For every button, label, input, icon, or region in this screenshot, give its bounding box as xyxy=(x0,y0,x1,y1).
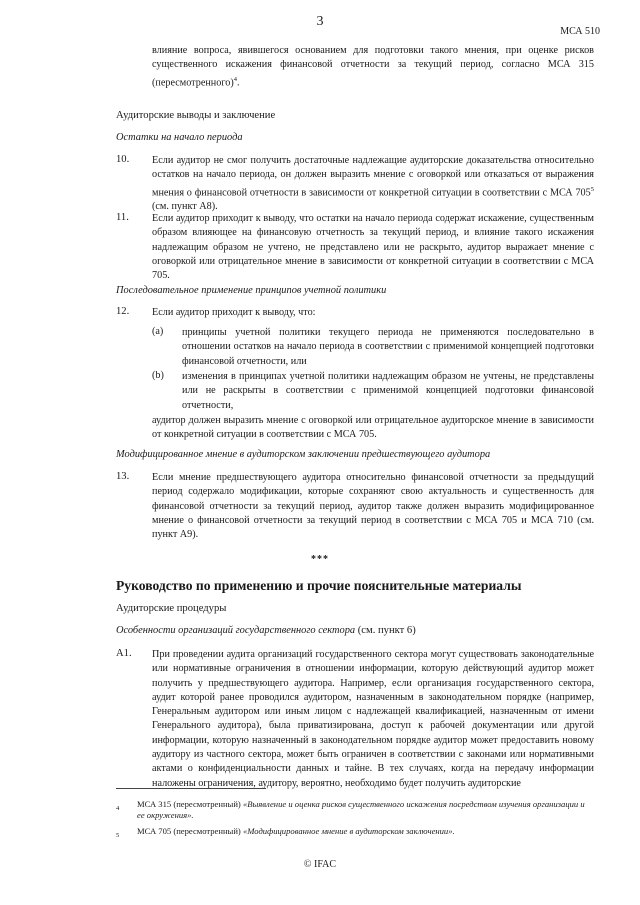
paragraph-number-12: 12. xyxy=(116,306,130,317)
footnote-ref-5: 5 xyxy=(590,185,594,193)
document-code: МСА 510 xyxy=(560,26,600,37)
paragraph-12-outro-text: аудитор должен выразить мнение с оговоркой или отрицательное аудиторское мнение в зависимости от конкретной ситуации в соответствии с МСА 705. xyxy=(152,415,594,441)
subheading-text: Особенности организаций государственного сектора xyxy=(116,625,356,636)
paragraph-number-a1: А1. xyxy=(116,648,132,659)
paragraph-number-10: 10. xyxy=(116,154,130,165)
paragraph-10-text: Если аудитор не смог получить достаточные надлежащие аудиторские доказательства относительно остатков на начало периода, он должен выразить мнение с оговоркой или отказаться от выражения мнения о финансовой отчетности в зависимости от конкретной ситуации в соответствии с МСА 705 xyxy=(152,155,594,198)
item-label-a: (a) xyxy=(152,326,164,337)
section-heading-audit-conclusions xyxy=(116,110,275,121)
footnote-number: 5 xyxy=(116,832,120,839)
item-a xyxy=(182,326,594,369)
item-b-text: изменения в принципах учетной политики надлежащим образом не учтены, не представлены или не раскрыты в соответствии с применимой концепцией подготовки финансовой отчетности, xyxy=(182,371,594,411)
subheading-consistency xyxy=(116,285,386,296)
paragraph-10-end: (см. пункт А8). xyxy=(152,201,218,213)
footnote-title: «Выявление и оценка рисков существенного искажения посредством изучения организации и ее окружения». xyxy=(137,799,585,820)
footnote-5 xyxy=(137,826,594,837)
paragraph-12-intro-text: Если аудитор приходит к выводу, что: xyxy=(152,307,316,318)
continuation-text: влияние вопроса, явившегося основанием для подготовки такого мнения, при оценке рисков существенного искажения финансовой отчетности за текущий период, согласно МСА 315 (пересмотренного) xyxy=(152,45,594,88)
subheading-opening-balances xyxy=(116,132,243,143)
page-footer: © IFAC xyxy=(303,859,337,870)
footnote-divider xyxy=(116,788,266,789)
section-separator: *** xyxy=(311,554,329,565)
paragraph-a1 xyxy=(152,648,594,791)
continuation-end: . xyxy=(237,76,240,88)
footnote-title: «Модифицированное мнение в аудиторском заключении». xyxy=(242,826,455,836)
subheading-reference: (см. пункт 6) xyxy=(355,625,416,636)
section-heading-audit-procedures xyxy=(116,603,226,614)
paragraph-13-text: Если мнение предшествующего аудитора относительно финансовой отчетности за предыдущий период содержало модификации, которые сохраняют свою актуальность и существенность для финансовой отчетности за текущий период, аудитор также должен выразить модифицированное мнение о финансовой отчетности за текущий период в соответствии с МСА 705 и МСА 710 (см. пункт А9). xyxy=(152,472,594,541)
main-title: Руководство по применению и прочие пояснительные материалы xyxy=(116,578,522,593)
subheading-text: Остатки на начало периода xyxy=(116,132,243,143)
paragraph-10 xyxy=(152,154,594,215)
continuation-paragraph xyxy=(152,44,594,90)
item-a-text: принципы учетной политики текущего периода не применяются последовательно в отношении остатков на начало периода в соответствии с применимой концепцией подготовки финансовой отчетности, или xyxy=(182,327,594,367)
footnote-mark-5 xyxy=(116,824,119,842)
item-b xyxy=(182,370,594,413)
footnote-number: 4 xyxy=(116,805,120,812)
subheading-text: Модифицированное мнение в аудиторском заключении предшествующего аудитора xyxy=(116,449,491,460)
section-title: Аудиторские выводы и заключение xyxy=(116,110,276,121)
paragraph-11-text: Если аудитор приходит к выводу, что остатки на начало периода содержат искажение, существенным образом влияющее на финансовую отчетность за текущий период, и влияние такого искажения надлежащим образом не учтено, не представлено или не раскрыто, аудитор выражает мнение с оговоркой или отрицательное мнение в зависимости от конкретной ситуации в соответствии с МСА 705. xyxy=(152,213,594,282)
footnote-code: МСА 315 (пересмотренный) xyxy=(137,799,243,809)
paragraph-11 xyxy=(152,212,594,283)
item-label-b: (b) xyxy=(152,370,164,381)
section-title: Аудиторские процедуры xyxy=(116,603,227,614)
paragraph-12-outro xyxy=(152,414,594,443)
paragraph-number-11: 11. xyxy=(116,212,129,223)
page-number: 3 xyxy=(316,14,324,29)
paragraph-13 xyxy=(152,471,594,542)
subheading-modified-opinion xyxy=(116,449,490,460)
paragraph-a1-text: При проведении аудита организаций государственного сектора могут существовать законодательные или нормативные ограничения в отношении информации, которую действующий аудитор может получить у предшествующего аудитора. Например, если организация государственного сектора, аудит которой ранее проводился аудитором, назначенным в законодательном порядке (например, Генеральным аудитором или иным лицом с надлежащей квалификацией, назначенным от имени Генерального аудитора), была приватизирована, доступ к рабочей документации или другой информации, которую назначенный в законодательном порядке аудитор может предоставить новому аудитору из частного сектора, может быть ограничен в соответствии с законами или нормативными актами о конфиденциальности данных и тайне. В тех случаях, когда на передачу информации наложены ограничения, аудитору, вероятно, необходимо будет получить аудиторские xyxy=(152,649,594,789)
footnote-code: МСА 705 (пересмотренный) xyxy=(137,826,243,836)
footnote-ref-4: 4 xyxy=(233,75,238,83)
subheading-public-sector xyxy=(116,625,416,636)
paragraph-12-intro xyxy=(152,306,594,320)
footnote-4 xyxy=(137,799,594,821)
subheading-text: Последовательное применение принципов учетной политики xyxy=(116,285,387,296)
footnote-mark-4 xyxy=(116,797,119,815)
paragraph-number-13: 13. xyxy=(116,471,130,482)
